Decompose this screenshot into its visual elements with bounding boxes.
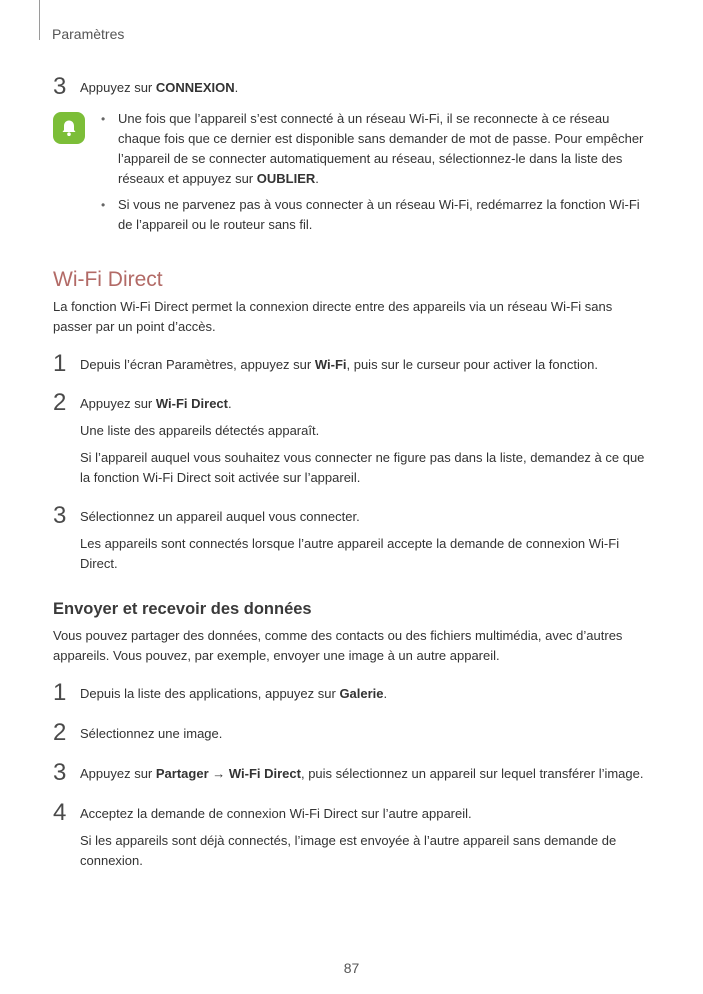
step-number: 2 (53, 719, 67, 746)
step-text-suffix: . (383, 686, 388, 701)
step-text-bold: Wi-Fi Direct (155, 396, 228, 411)
step-number: 3 (53, 502, 67, 529)
step-number: 1 (53, 350, 67, 377)
step-text-bold: Galerie (339, 686, 384, 701)
step-text-suffix: . (234, 80, 239, 95)
step-text-prefix: Appuyez sur (80, 396, 156, 411)
note-text-bold: OUBLIER (256, 171, 316, 186)
step-text-prefix: Depuis l’écran Paramètres, appuyez sur (80, 357, 315, 372)
step-text (80, 684, 653, 704)
bullet-marker: • (101, 112, 106, 126)
step-text-prefix: Appuyez sur (80, 80, 156, 95)
page-content (53, 73, 653, 871)
send-step-3 (53, 759, 653, 786)
step-text (80, 78, 653, 98)
note-item (99, 195, 653, 235)
page-number: 87 (343, 960, 360, 976)
step-number: 2 (53, 389, 67, 416)
step-text-suffix: , puis sélectionnez un appareil sur lequel transférer l’image. (300, 766, 644, 781)
step-number: 3 (53, 759, 67, 786)
note-item-text (118, 109, 653, 189)
step-body (80, 507, 653, 574)
note-text-suffix: . (315, 171, 319, 186)
wifi-direct-step-1 (53, 350, 653, 377)
step-text (80, 355, 653, 375)
section-title-wifi-direct: Wi-Fi Direct (53, 268, 163, 291)
step-body (80, 804, 653, 871)
section-title-send-receive: Envoyer et recevoir des données (53, 600, 312, 618)
step-text-bold: Wi-Fi (314, 357, 347, 372)
header-divider (39, 0, 40, 40)
step-text: Acceptez la demande de connexion Wi-Fi Direct sur l’autre appareil. (80, 806, 472, 821)
step-text-prefix: Depuis la liste des applications, appuyez sur (80, 686, 340, 701)
note-item (99, 109, 653, 189)
send-step-1 (53, 679, 653, 706)
page-header-title: Paramètres (52, 26, 125, 42)
wifi-direct-step-3 (53, 502, 653, 574)
step-body (80, 394, 653, 488)
wifi-direct-step-2 (53, 389, 653, 488)
step-subtext: Les appareils sont connectés lorsque l’autre appareil accepte la demande de connexion Wi-Fi Direct. (80, 536, 620, 571)
step-text (80, 764, 653, 784)
step-connexion (53, 73, 653, 100)
note-list (99, 109, 653, 241)
step-text-suffix: , puis sur le curseur pour activer la fonction. (346, 357, 598, 372)
wifi-direct-intro: La fonction Wi-Fi Direct permet la connexion directe entre des appareils via un réseau Wi-Fi sans passer par un point d’accès. (53, 299, 613, 334)
step-subtext: Si les appareils sont déjà connectés, l’image est envoyée à l’autre appareil sans demande de connexion. (80, 833, 617, 868)
bullet-marker: • (101, 198, 106, 212)
step-text: Sélectionnez une image. (80, 726, 223, 741)
step-text-bold: Partager (155, 766, 209, 781)
send-step-2 (53, 719, 653, 746)
step-text: Sélectionnez un appareil auquel vous connecter. (80, 509, 360, 524)
step-subtext: Une liste des appareils détectés apparaît. (80, 423, 320, 438)
send-step-4 (53, 799, 653, 871)
send-receive-intro: Vous pouvez partager des données, comme des contacts ou des fichiers multimédia, avec d’autres appareils. Vous pouvez, par exemple, envoyer une image à un autre appareil. (53, 628, 623, 663)
note-block (53, 109, 653, 241)
step-text-suffix: . (227, 396, 232, 411)
arrow-separator: → (208, 766, 229, 781)
step-subtext: Si l’appareil auquel vous souhaitez vous connecter ne figure pas dans la liste, demandez à ce que la fonction Wi-Fi Direct soit activée sur l’appareil. (80, 450, 645, 485)
step-number: 1 (53, 679, 67, 706)
step-number: 3 (53, 73, 67, 100)
step-number: 4 (53, 799, 67, 826)
step-text-prefix: Appuyez sur (80, 766, 156, 781)
step-text-bold: Wi-Fi Direct (228, 766, 301, 781)
note-text: Une fois que l’appareil s’est connecté à un réseau Wi-Fi, il se reconnecte à ce réseau chaque fois que ce dernier est disponible sans demander de mot de passe. Pour empêcher l’appareil de se connecter automatiquement au réseau, sélectionnez-le dans la liste des réseaux et appuyez sur (118, 111, 644, 186)
step-text-bold: CONNEXION (155, 80, 235, 95)
bell-icon (53, 112, 85, 144)
step-text (80, 394, 653, 414)
note-item-text: Si vous ne parvenez pas à vous connecter à un réseau Wi-Fi, redémarrez la fonction Wi-Fi de l’appareil ou le routeur sans fil. (118, 197, 640, 232)
